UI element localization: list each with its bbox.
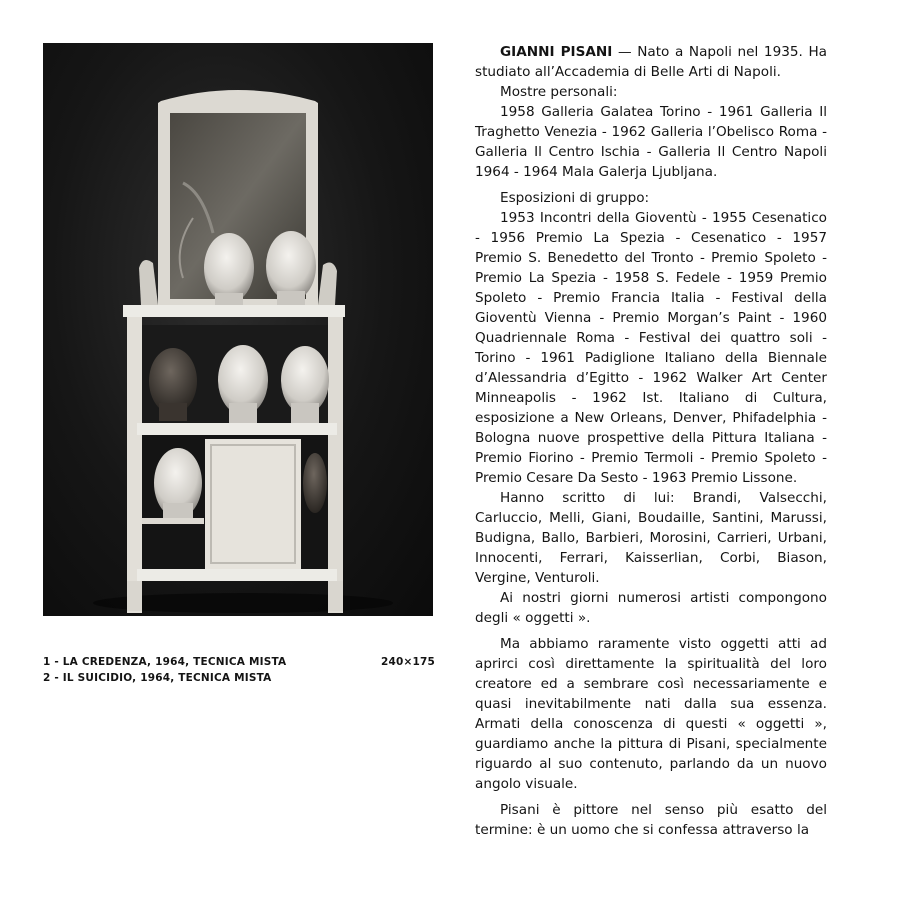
author-name: GIANNI PISANI	[500, 44, 613, 60]
caption-2	[43, 670, 435, 686]
captions	[43, 654, 435, 686]
intro-paragraph	[475, 42, 827, 82]
paragraph-spirituality: Ma abbiamo raramente visto oggetti atti ad aprirci così direttamente la spiritualità del loro creatore ed a sembrare così necessariamente e quasi inevitabilmente nati dalla sua essenza. Armati della conoscenza di questi « oggetti », guardiamo anche la pittura di Pisani, specialmente riguardo al suo contenuto, parlando da un nuovo angolo visuale.	[475, 636, 827, 792]
artwork-photo	[43, 43, 433, 616]
caption-1-size: 240×175	[380, 656, 435, 668]
cabinet-illustration	[43, 43, 433, 616]
intro-text: — Nato a Napoli nel 1935. Ha studiato all’Accademia di Belle Arti di Napoli.	[475, 44, 828, 80]
paragraph-painter: Pisani è pittore nel senso più esatto del termine: è un uomo che si confessa attraverso la	[475, 802, 827, 838]
critics-paragraph: Hanno scritto di lui: Brandi, Valsecchi, Carluccio, Melli, Giani, Boudaille, Santini, Marussi, Budigna, Ballo, Barbieri, Morosini, Carrieri, Urbani, Innocenti, Ferrari, Kaisserlian, Corbi, Biason, Vergine, Venturoli.	[475, 490, 827, 586]
solo-list: 1958 Galleria Galatea Torino - 1961 Galleria Il Traghetto Venezia - 1962 Galleria l’Obelisco Roma - Galleria Il Centro Ischia - Galleria Il Centro Napoli 1964 - 1964 Mala Galerja Ljubljana.	[475, 104, 827, 180]
paragraph-objects: Ai nostri giorni numerosi artisti compongono degli « oggetti ».	[475, 590, 827, 626]
caption-1-text: 1 - LA CREDENZA, 1964, TECNICA MISTA	[43, 656, 287, 668]
group-list: 1953 Incontri della Gioventù - 1955 Cesenatico - 1956 Premio La Spezia - Cesenatico - 1957 Premio S. Benedetto del Tronto - Premio Spoleto - Premio La Spezia - 1958 S. Fedele - 1959 Premio Spoleto - Premio Francia Italia - Festival della Gioventù Vienna - Premio Morgan’s Paint - 1960 Quadriennale Roma - Festival dei quattro soli - Torino - 1961 Padiglione Italiano della Biennale d’Alessandria d’Egitto - 1962 Walker Art Center Minneapolis - 1962 Ist. Italiano di Cultura, esposizione a New Orleans, Denver, Phifadelphia - Bologna nuove prospettive della Pittura Italiana - Premio Fiorino - Premio Termoli - Premio Spoleto - Premio Cesare Da Sesto - 1963 Premio Lissone.	[475, 210, 827, 486]
article-column	[475, 42, 827, 840]
caption-2-text: 2 - IL SUICIDIO, 1964, TECNICA MISTA	[43, 672, 272, 684]
caption-1	[43, 654, 435, 670]
solo-heading: Mostre personali:	[500, 84, 618, 100]
group-heading: Esposizioni di gruppo:	[500, 190, 650, 206]
